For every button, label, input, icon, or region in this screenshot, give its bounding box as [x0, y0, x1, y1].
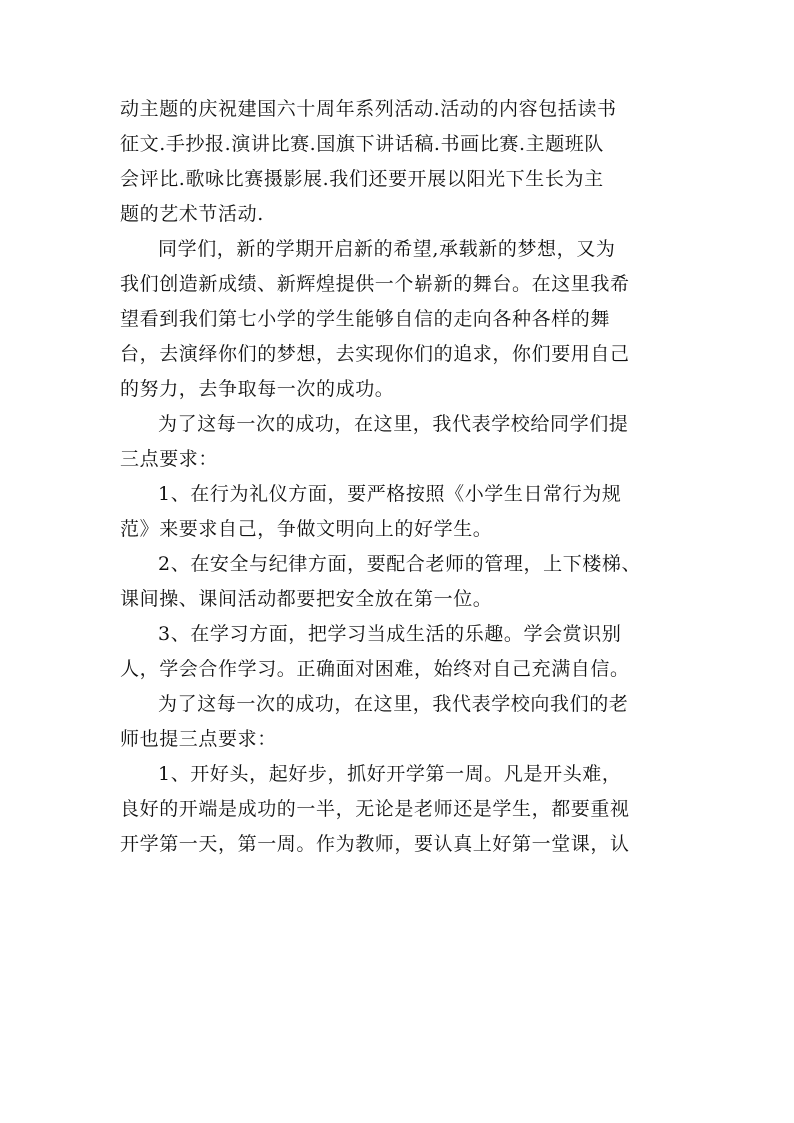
document-body — [120, 92, 680, 862]
text-line: 范》来要求自己，争做文明向上的好学生。 — [120, 518, 493, 540]
text-line: 动主题的庆祝建国六十周年系列活动.活动的内容包括读书 — [120, 98, 617, 120]
text-line: 题的艺术节活动. — [120, 203, 264, 225]
text-line: 师也提三点要求： — [120, 728, 277, 750]
text-line: 征文.手抄报.演讲比赛.国旗下讲话稿.书画比赛.主题班队 — [120, 133, 604, 155]
paragraph-start-line: 1、开好头，起好步，抓好开学第一周。凡是开头难， — [158, 763, 622, 785]
text-line: 课间操、课间活动都要把安全放在第一位。 — [120, 588, 493, 610]
paragraph-start-line: 1、在行为礼仪方面，要严格按照《小学生日常行为规 — [158, 483, 622, 505]
text-line: 人，学会合作学习。正确面对困难，始终对自己充满自信。 — [120, 658, 630, 680]
text-line: 台，去演绎你们的梦想，去实现你们的追求，你们要用自己 — [120, 343, 630, 365]
text-line: 我们创造新成绩、新辉煌提供一个崭新的舞台。在这里我希 — [120, 273, 630, 295]
text-line: 开学第一天，第一周。作为教师，要认真上好第一堂课，认 — [120, 833, 630, 855]
paragraph-start-line: 为了这每一次的成功，在这里，我代表学校向我们的老 — [158, 693, 629, 715]
paragraph-start-line: 同学们，新的学期开启新的希望,承载新的梦想，又为 — [158, 238, 616, 260]
text-line: 的努力，去争取每一次的成功。 — [120, 378, 395, 400]
text-line: 三点要求： — [120, 448, 219, 470]
paragraph-start-line: 为了这每一次的成功，在这里，我代表学校给同学们提 — [158, 413, 629, 435]
paragraph-start-line: 2、在安全与纪律方面，要配合老师的管理，上下楼梯、 — [158, 553, 642, 575]
paragraph-start-line: 3、在学习方面，把学习当成生活的乐趣。学会赏识别 — [158, 623, 622, 645]
text-line: 会评比.歌咏比赛摄影展.我们还要开展以阳光下生长为主 — [120, 168, 604, 190]
text-line: 望看到我们第七小学的学生能够自信的走向各种各样的舞 — [120, 308, 611, 330]
text-line: 良好的开端是成功的一半，无论是老师还是学生，都要重视 — [120, 798, 630, 820]
